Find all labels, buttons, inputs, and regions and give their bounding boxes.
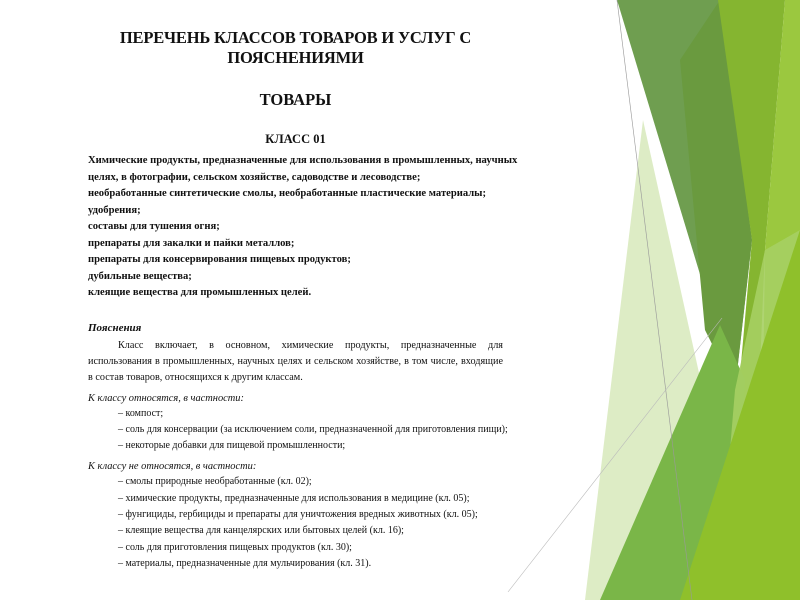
title-line-2: ПОЯСНЕНИЯМИ bbox=[227, 48, 364, 67]
includes-item: – компост; bbox=[118, 407, 164, 419]
goods-list bbox=[88, 153, 518, 302]
goods-line: удобрения; bbox=[88, 204, 141, 216]
goods-line: клеящие вещества для промышленных целей. bbox=[88, 287, 312, 298]
goods-line: препараты для закалки и пайки металлов; bbox=[88, 237, 295, 249]
excludes-heading: К классу не относятся, в частности: bbox=[88, 461, 257, 473]
explanations-heading: Пояснения bbox=[88, 321, 142, 334]
excludes-item: – химические продукты, предназначенные для использования в медицине (кл. 05); bbox=[118, 492, 470, 504]
goods-line: целях, в фотографии, сельском хозяйстве, садоводстве и лесоводстве; bbox=[88, 171, 421, 183]
document-title bbox=[88, 28, 503, 68]
goods-line: Химические продукты, предназначенные для использования в промышленных, научных bbox=[88, 155, 518, 166]
goods-line: необработанные синтетические смолы, необработанные пластические материалы; bbox=[88, 188, 486, 199]
goods-line: препараты для консервирования пищевых продуктов; bbox=[88, 254, 351, 265]
excludes-item: – фунгициды, гербициды и препараты для уничтожения вредных животных (кл. 05); bbox=[118, 508, 478, 520]
class-heading: КЛАСС 01 bbox=[265, 132, 326, 146]
includes-heading: К классу относятся, в частности: bbox=[88, 392, 244, 404]
includes-list bbox=[118, 406, 508, 455]
title-line-1: ПЕРЕЧЕНЬ КЛАССОВ ТОВАРОВ И УСЛУГ С bbox=[119, 28, 472, 47]
excludes-list bbox=[118, 474, 503, 572]
excludes-item: – клеящие вещества для канцелярских или бытовых целей (кл. 16); bbox=[118, 525, 404, 537]
goods-line: составы для тушения огня; bbox=[88, 221, 220, 232]
includes-item: – соль для консервации (за исключением соли, предназначенной для приготовления пищи); bbox=[118, 423, 508, 435]
goods-line: дубильные вещества; bbox=[88, 270, 192, 282]
section-heading: ТОВАРЫ bbox=[259, 90, 332, 109]
excludes-item: – соль для приготовления пищевых продуктов (кл. 30); bbox=[118, 541, 352, 553]
excludes-item: – материалы, предназначенные для мульчирования (кл. 31). bbox=[118, 557, 372, 569]
excludes-item: – смолы природные необработанные (кл. 02); bbox=[118, 476, 312, 488]
explanations-text: Класс включает, в основном, химические продукты, предназначенные для использования в промышленных, научных целях и сельском хозяйстве, в том числе, входящие в состав товаров, относящихся к другим классам. bbox=[88, 339, 503, 383]
document-page bbox=[88, 28, 518, 572]
includes-item: – некоторые добавки для пищевой промышленности; bbox=[118, 440, 346, 452]
